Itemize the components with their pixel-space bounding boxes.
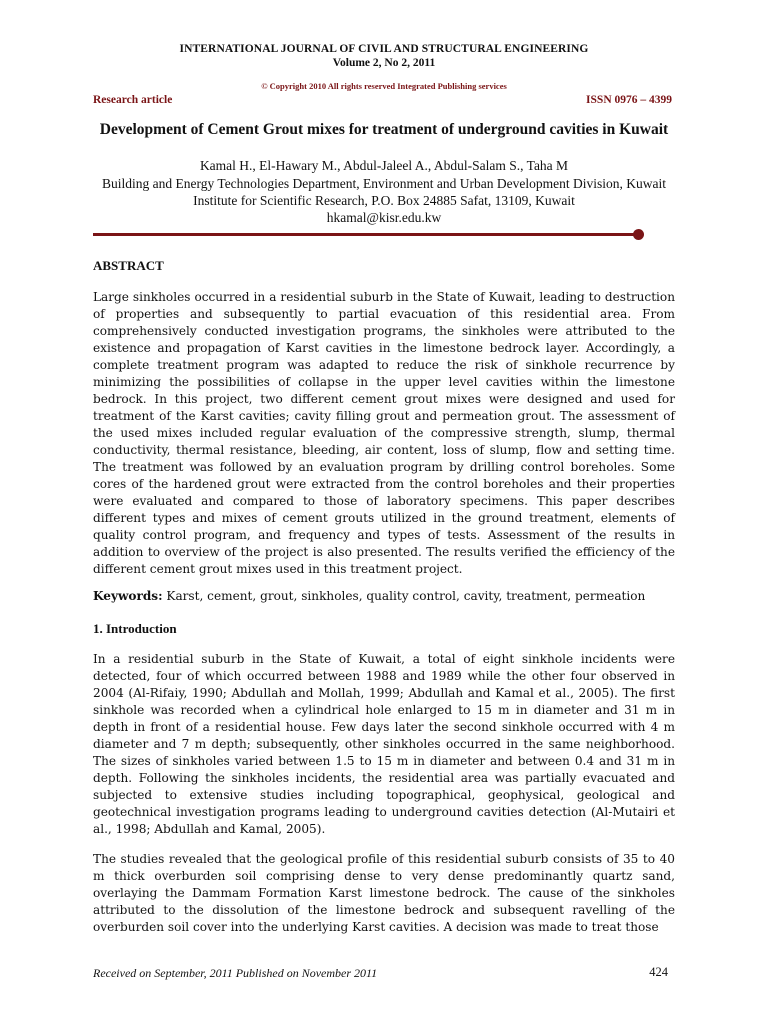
- received-published-dates: Received on September, 2011 Published on November 2011: [93, 966, 378, 980]
- article-type: Research article: [93, 94, 173, 106]
- intro-paragraph-1: In a residential suburb in the State of Kuwait, a total of eight sinkhole incidents were detected, four of which occurred between 1988 and 1989 while the other four observed in 2004 (Al-Rifaiy, 1990; Abdullah and Mollah, 1999; Abdullah and Kamal et al., 2005). The first sinkhole was recorded when a cylindrical hole enlarged to 15 m in diameter and 31 m in depth in front of a residential house. Few days later the second sinkhole occurred with 4 m diameter and 7 m depth; subsequently, other sinkholes occurred in the same neighborhood. The sizes of sinkholes varied between 1.5 to 15 m in diameter and between 0.4 and 31 m in depth. Following the sinkholes incidents, the residential area was partially evacuated and subjected to extensive studies including topographical, geophysical, geological and geotechnical investigation programs leading to underground cavities detection (Al-Mutairi et al., 1998; Abdullah and Kamal, 2005).: [93, 652, 675, 836]
- title-divider: [93, 233, 635, 236]
- keywords-text: Karst, cement, grout, sinkholes, quality control, cavity, treatment, permeation: [166, 589, 646, 603]
- abstract-heading: ABSTRACT: [93, 258, 164, 273]
- journal-volume: Volume 2, No 2, 2011: [332, 57, 436, 69]
- authors: Kamal H., El-Hawary M., Abdul-Jaleel A., Abdul-Salam S., Taha M: [199, 158, 569, 173]
- abstract-text: Large sinkholes occurred in a residential suburb in the State of Kuwait, leading to destruction of properties and subsequently to partial evacuation of this residential area. From comprehensively conducted investigation programs, the sinkholes were attributed to the existence and propagation of Karst cavities in the limestone bedrock layer. Accordingly, a complete treatment program was adapted to reduce the risk of sinkhole recurrence by minimizing the possibilities of collapse in the upper level cavities within the limestone bedrock. In this project, two different cement grout mixes were designed and used for treatment of the Karst cavities; cavity filling grout and permeation grout. The assessment of the used mixes included regular evaluation of the compressive strength, slump, thermal conductivity, thermal resistance, bleeding, air content, loss of slump, flow and setting time. The treatment was followed by an evaluation program by drilling control boreholes. Some cores of the hardened grout were extracted from the control boreholes and their properties were evaluated and compared to those of laboratory specimens. This paper describes different types and mixes of cement grouts utilized in the ground treatment, elements of quality control program, and frequency and types of tests. Assessment of the results in addition to overview of the project is also presented. The results verified the efficiency of the different cement grout mixes used in this treatment project.: [93, 290, 675, 576]
- paper-title: Development of Cement Grout mixes for treatment of underground cavities in Kuwait: [99, 121, 669, 138]
- author-email: hkamal@kisr.edu.kw: [326, 210, 442, 225]
- copyright-notice: © Copyright 2010 All rights reserved Integrated Publishing services: [261, 81, 507, 91]
- divider-dot: [633, 229, 644, 240]
- section-heading-introduction: 1. Introduction: [93, 621, 177, 636]
- journal-name: INTERNATIONAL JOURNAL OF CIVIL AND STRUCTURAL ENGINEERING: [179, 43, 589, 55]
- issn: ISSN 0976 – 4399: [586, 94, 672, 106]
- keywords: [93, 588, 675, 605]
- affiliation: Building and Energy Technologies Department, Environment and Urban Development Division, Kuwait Institute for Scientific Research, P.O. Box 24885 Safat, 13109, Kuwait: [102, 176, 666, 208]
- keywords-label: Keywords:: [93, 589, 163, 603]
- page-number: 424: [649, 965, 668, 979]
- intro-paragraph-2: The studies revealed that the geological profile of this residential suburb consists of 35 to 40 m thick overburden soil comprising dense to very dense predominantly quartz sand, overlaying the Dammam Formation Karst limestone bedrock. The cause of the sinkholes attributed to the dissolution of the limestone bedrock and subsequent ravelling of the overburden soil cover into the underlying Karst cavities. A decision was made to treat those: [93, 852, 675, 934]
